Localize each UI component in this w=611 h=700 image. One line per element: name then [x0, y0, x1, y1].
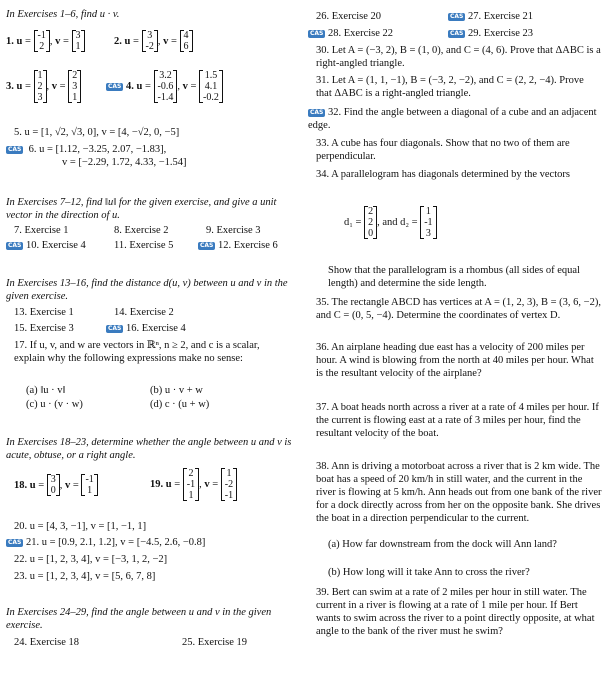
exercise-17d: (d) c · (u + w) [150, 399, 210, 410]
exercise-2: 2. u = 3 -2 , v = 4 6 [114, 30, 193, 52]
exercise-17b: (b) u · v + w [150, 385, 203, 396]
cas-icon: CAS [108, 82, 122, 90]
cas-icon: CAS [310, 29, 324, 37]
exercise-19: 19. u = 2 -1 1 , v = 1 -2 -1 [150, 468, 237, 501]
exercise-14: 14. Exercise 2 [114, 307, 174, 318]
vector-u-1: -1 2 [34, 30, 50, 52]
exercise-1: 1. u = -1 2 , v = 3 1 [6, 30, 85, 52]
cas-icon: CAS [450, 29, 464, 37]
vector-u-19: 2 -1 1 [183, 468, 199, 501]
vector-d2: 1 -1 3 [420, 206, 436, 239]
cas-icon: CAS [108, 324, 122, 332]
cas-icon: CAS [200, 241, 214, 249]
exercise-7: 7. Exercise 1 [14, 225, 69, 236]
instructions-7-12: In Exercises 7–12, find ‖u‖ for the given exercise, and give a unit vector in the direction of u. [6, 197, 277, 221]
exercise-33: 33. A cube has four diagonals. Show that no two of them are perpendicular. [316, 138, 570, 162]
vector-v-2: 4 6 [180, 30, 193, 52]
exercise-17a: (a) ‖u · v‖ [26, 385, 66, 396]
exercise-38a: (a) How far downstream from the dock will Ann land? [328, 539, 557, 550]
exercise-34: 34. A parallelogram has diagonals determined by the vectors [316, 169, 570, 180]
cas-icon: CAS [8, 538, 22, 546]
vector-v-4: 1.5 4.1 -0.2 [199, 70, 223, 103]
exercise-17c: (c) u · (v · w) [26, 399, 83, 410]
exercise-37: 37. A boat heads north across a river at a rate of 4 miles per hour. If the current is flowing east at a rate of 3 miles per hour, find the resultant velocity of the boat. [316, 402, 599, 439]
vector-v-19: 1 -2 -1 [221, 468, 237, 501]
exercise-26: 26. Exercise 20 [316, 11, 382, 22]
diagonal-vectors: d₁ = 2 2 0 , and d₂ = 1 -1 3 [344, 206, 437, 239]
exercise-4: CAS 4. u = 3.2 -0.6 -1.4 , v = 1.5 4.1 -0.2 [106, 70, 223, 103]
exercise-25: 25. Exercise 19 [182, 637, 248, 648]
vector-u-2: 3 -2 [142, 30, 158, 52]
vector-u-3: 1 2 3 [34, 70, 47, 103]
exercise-10: CAS 10. Exercise 4 [8, 240, 86, 251]
exercise-9: 9. Exercise 3 [206, 225, 261, 236]
exercise-39: 39. Bert can swim at a rate of 2 miles per hour in still water. The current in a river is flowing at a rate of 1 mile per hour. If Bert wants to swim across the river to a point directly opposite, at what angle to the bank of the river must he swim? [316, 587, 595, 637]
instructions-18-23: In Exercises 18–23, determine whether the angle between u and v is acute, obtuse, or a right angle. [6, 437, 292, 461]
exercise-11: 11. Exercise 5 [114, 240, 174, 251]
vector-v-3: 2 3 1 [68, 70, 81, 103]
exercise-6: CAS 6. u = [1.12, −3.25, 2.07, −1.83], [8, 144, 167, 155]
exercise-17: 17. If u, v, and w are vectors in ℝⁿ, n ≥ 2, and c is a scalar, explain why the following expressions make no sense: [14, 340, 260, 364]
vector-v-18: -1 1 [81, 474, 97, 496]
cas-icon: CAS [450, 12, 464, 20]
cas-icon: CAS [8, 241, 22, 249]
instructions-13-16: In Exercises 13–16, find the distance d(u, v) between u and v in the given exercise. [6, 278, 288, 302]
exercise-38: 38. Ann is driving a motorboat across a river that is 2 km wide. The boat has a speed of 20 km/h in still water, and the current in the river is flowing at 5 km/h. Ann heads out from one bank of the river for a dock directly across from her on the opposite bank. She drives the boat in a direction perpendicular to the current. [316, 461, 602, 524]
cas-icon: CAS [310, 108, 324, 116]
instructions-24-29: In Exercises 24–29, find the angle between u and v in the given exercise. [6, 607, 272, 631]
exercise-8: 8. Exercise 2 [114, 225, 169, 236]
vector-v-1: 3 1 [72, 30, 85, 52]
exercise-38b: (b) How long will it take Ann to cross the river? [328, 567, 530, 578]
exercise-13: 13. Exercise 1 [14, 307, 74, 318]
exercise-32: CAS 32. Find the angle between a diagonal of a cube and an adjacent edge. [308, 107, 597, 131]
exercise-21: CAS 21. u = [0.9, 2.1, 1.2], v = [−4.5, 2.6, −0.8] [8, 537, 206, 548]
exercise-15: 15. Exercise 3 [14, 323, 74, 334]
exercise-36: 36. An airplane heading due east has a velocity of 200 miles per hour. A wind is blowing from the north at 40 miles per hour. What is the resultant velocity of the airplane? [316, 342, 594, 379]
vector-u-4: 3.2 -0.6 -1.4 [154, 70, 178, 103]
exercise-18: 18. u = 3 0 , v = -1 1 [14, 474, 98, 496]
exercise-22: 22. u = [1, 2, 3, 4], v = [−3, 1, 2, −2] [14, 554, 168, 565]
exercise-31: 31. Let A = (1, 1, −1), B = (−3, 2, −2), and C = (2, 2, −4). Prove that ΔABC is a right-angled triangle. [316, 75, 584, 99]
exercise-5: 5. u = [1, √2, √3, 0], v = [4, −√2, 0, −5] [14, 127, 180, 138]
exercise-28: CAS 28. Exercise 22 [310, 28, 394, 39]
vector-d1: 2 2 0 [364, 206, 377, 239]
exercise-23: 23. u = [1, 2, 3, 4], v = [5, 6, 7, 8] [14, 571, 156, 582]
exercise-35: 35. The rectangle ABCD has vertices at A = (1, 2, 3), B = (3, 6, −2), and C = (0, 5, −4). Determine the coordinates of vertex D. [316, 297, 601, 321]
cas-icon: CAS [8, 145, 22, 153]
exercise-3: 3. u = 1 2 3 , v = 2 3 1 [6, 70, 81, 103]
exercise-30: 30. Let A = (−3, 2), B = (1, 0), and C = (4, 6). Prove that ΔABC is a right-angled triangle. [316, 45, 601, 69]
instructions-1-6: In Exercises 1–6, find u · v. [6, 9, 120, 20]
exercise-20: 20. u = [4, 3, −1], v = [1, −1, 1] [14, 521, 147, 532]
exercise-27: CAS 27. Exercise 21 [450, 11, 534, 22]
exercise-29: CAS 29. Exercise 23 [450, 28, 534, 39]
exercise-12: CAS 12. Exercise 6 [200, 240, 278, 251]
exercise-34-body: Show that the parallelogram is a rhombus (all sides of equal length) and determine the side length. [328, 265, 580, 289]
vector-u-18: 3 0 [47, 474, 60, 496]
exercise-16: CAS 16. Exercise 4 [108, 323, 186, 334]
exercise-6-v: v = [−2.29, 1.72, 4.33, −1.54] [62, 157, 187, 168]
exercise-24: 24. Exercise 18 [14, 637, 80, 648]
